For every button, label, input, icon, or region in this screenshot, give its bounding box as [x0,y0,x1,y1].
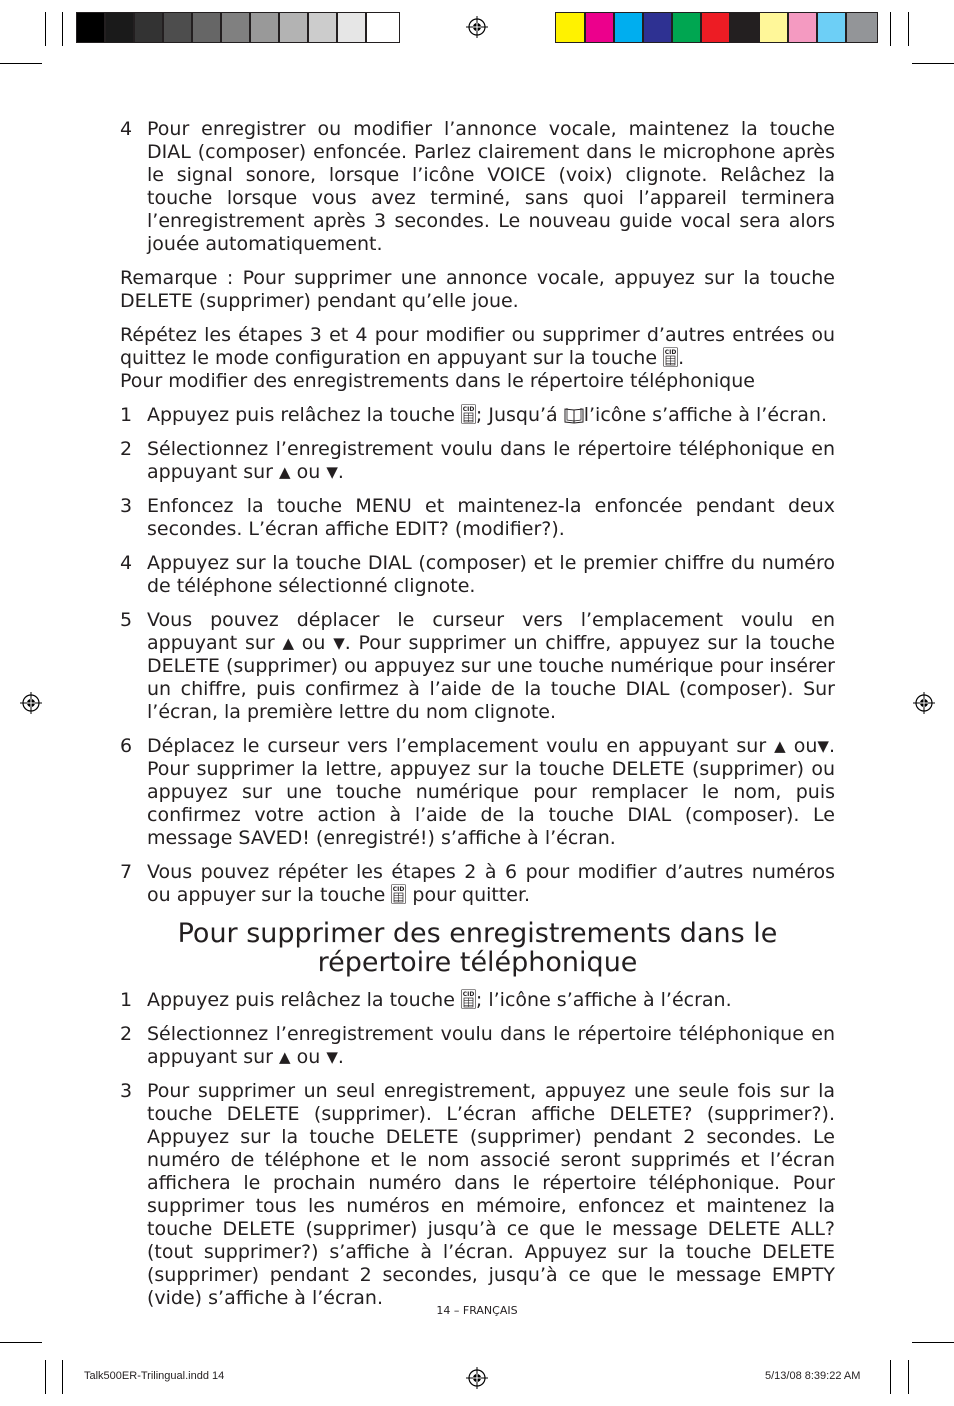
step-text: Pour enregistrer ou modifier l’annonce vocale, maintenez la touche DIAL (composer) enfoncée. Parlez clairement dans le microphone après le signal sonore, lorsque l’icône VOICE (voix) clignote. Relâchez la touche lorsque vous avez terminé, sans quoi l’appareil terminera l’enregistrement après 3 secondes. Le nouveau guide vocal sera alors jouée automatiquement. [147,118,835,255]
gray-swatch [134,12,163,43]
svg-text:CID: CID [462,406,475,413]
crop-mark [0,1342,42,1343]
registration-mark-icon [20,692,42,714]
crop-mark [912,63,954,64]
step-number: 2 [120,438,133,460]
color-swatch [730,12,759,43]
gray-swatch [163,12,192,43]
page-content [120,118,835,1310]
gray-swatch [279,12,308,43]
up-triangle-icon: ▲ [279,463,291,481]
gray-swatch [308,12,337,43]
cid-phonebook-key-icon [461,989,476,1009]
gray-swatch [337,12,366,43]
registration-mark-icon [466,16,488,38]
repeat-paragraph [120,324,835,370]
list-item [120,1080,835,1310]
crop-mark [890,12,891,46]
open-book-icon [564,406,584,424]
step-text: Appuyez puis relâchez la touche [147,404,461,426]
crop-mark [62,1360,63,1394]
cid-phonebook-key-icon [461,404,476,424]
step-text: Déplacez le curseur vers l’emplacement voulu en appuyant sur [147,735,775,757]
step-text: Vous pouvez déplacer le curseur vers l’emplacement voulu en appuyant sur [147,609,835,654]
crop-mark [45,12,46,46]
step-text: ou [290,461,327,483]
color-swatch [846,12,878,43]
list-item [120,735,835,850]
crop-mark [908,12,909,46]
step-text: . Pour supprimer un chiffre, appuyez sur la touche DELETE (supprimer) ou appuyez sur une touche numérique pour insérer un chiffre, puis confirmez à l’aide de la touche DIAL (composer). Sur l’écran, la première lettre du nom clignote. [147,632,835,723]
gray-swatch [221,12,250,43]
date-slug: 5/13/08 8:39:22 AM [765,1370,861,1382]
crop-mark [890,1360,891,1394]
step-text: ; l’icône s’affiche à l’écran. [475,989,732,1011]
step-number: 5 [120,609,133,631]
gray-swatch [250,12,279,43]
step-number: 6 [120,735,133,757]
step-text: ou [290,1046,327,1068]
crop-mark [912,1342,954,1343]
down-triangle-icon: ▼ [326,463,338,481]
file-slug: Talk500ER-Trilingual.indd 14 [84,1370,225,1382]
step-text: ou [294,632,334,654]
list-item [120,609,835,724]
gray-swatch [192,12,221,43]
step-text: . [337,461,344,483]
registration-mark-icon [466,1367,488,1389]
step-number: 4 [120,118,133,140]
color-swatch [701,12,730,43]
svg-text:CID: CID [664,349,677,356]
list-item [120,989,835,1012]
list-item [120,438,835,484]
crop-mark [0,63,42,64]
page-number-label: 14 – FRANÇAIS [436,1304,518,1317]
down-triangle-icon: ▼ [326,1048,338,1066]
color-swatch [614,12,643,43]
repeat-text: Répétez les étapes 3 et 4 pour modifier ou supprimer d’autres entrées ou quittez le mode configuration en appuyant sur la touche [120,324,835,369]
crop-mark [908,1360,909,1394]
svg-text:CID: CID [462,991,475,998]
color-swatch [759,12,788,43]
cid-phonebook-key-icon [391,884,406,904]
step-number: 7 [120,861,133,883]
down-triangle-icon: ▼ [817,737,829,755]
color-swatch [672,12,701,43]
crop-mark [62,12,63,46]
step-text: . [337,1046,344,1068]
gray-swatch [105,12,134,43]
up-triangle-icon: ▲ [279,1048,291,1066]
crop-mark [45,1360,46,1394]
gray-swatch [366,12,400,43]
step-text: ; Jusqu’á [475,404,564,426]
step-text: ou [785,735,818,757]
step-text: . Pour supprimer la lettre, appuyez sur la touche DELETE (supprimer) ou appuyez sur une touche numérique pour remplacer le nom, puis confirmez votre action à l’aide de la touche DIAL (composer). Le message SAVED! (enregistré!) s’affiche à l’écran. [147,735,835,849]
step-number: 3 [120,495,133,517]
repeat-text-end: . [678,347,685,369]
step-text: Appuyez sur la touche DIAL (composer) et le premier chiffre du numéro de téléphone sélectionné clignote. [147,552,835,597]
color-swatch [555,12,585,43]
step-number: 2 [120,1023,133,1045]
cid-phonebook-key-icon [663,347,678,367]
step-text: Sélectionnez l’enregistrement voulu dans le répertoire téléphonique en appuyant sur [147,438,835,483]
section-heading: Pour supprimer des enregistrements dans le répertoire téléphonique [177,918,778,978]
list-item [120,404,835,427]
down-triangle-icon: ▼ [333,634,345,652]
step-text: l’icône s’affiche à l’écran. [583,404,828,426]
color-swatch [817,12,846,43]
list-item [120,861,835,907]
registration-mark-icon [913,692,935,714]
step-text: Appuyez puis relâchez la touche [147,989,461,1011]
step-text: Sélectionnez l’enregistrement voulu dans le répertoire téléphonique en appuyant sur [147,1023,835,1068]
step-number: 3 [120,1080,133,1102]
list-item [120,495,835,541]
color-swatch [788,12,817,43]
step-text: Enfoncez la touche MENU et maintenez-la enfoncée pendant deux secondes. L’écran affiche EDIT? (modifier?). [147,495,835,540]
svg-text:CID: CID [393,886,405,893]
step-text: pour quitter. [406,884,531,906]
up-triangle-icon: ▲ [774,737,786,755]
step-text: Pour supprimer un seul enregistrement, appuyez une seule fois sur la touche DELETE (supprimer). L’écran affiche DELETE? (supprimer?). Appuyez sur la touche DELETE (supprimer) pendant 2 secondes. Le numéro de téléphone et le nom associé seront supprimés et l’écran affichera le prochain numéro dans le répertoire téléphonique. Pour supprimer tous les numéros en mémoire, enfoncez et maintenez la touche DELETE (supprimer) jusqu’à ce que le message DELETE ALL? (tout supprimer?) s’affiche à l’écran. Appuyez sur la touche DELETE (supprimer) pendant 2 secondes, jusqu’à ce que le message EMPTY (vide) s’affiche à l’écran. [147,1080,835,1309]
up-triangle-icon: ▲ [282,634,294,652]
list-item [120,118,835,256]
step-number: 1 [120,989,133,1011]
gray-swatch [76,12,105,43]
step-number: 4 [120,552,133,574]
color-swatch [643,12,672,43]
color-swatch [585,12,614,43]
step-number: 1 [120,404,133,426]
list-item [120,1023,835,1069]
list-item [120,552,835,598]
remark-paragraph: Remarque : Pour supprimer une annonce vocale, appuyez sur la touche DELETE (supprimer) pendant qu’elle joue. [120,267,835,312]
subheading: Pour modifier des enregistrements dans le répertoire téléphonique [120,370,755,392]
step-text: Vous pouvez répéter les étapes 2 à 6 pour modifier d’autres numéros ou appuyer sur la touche [147,861,835,906]
